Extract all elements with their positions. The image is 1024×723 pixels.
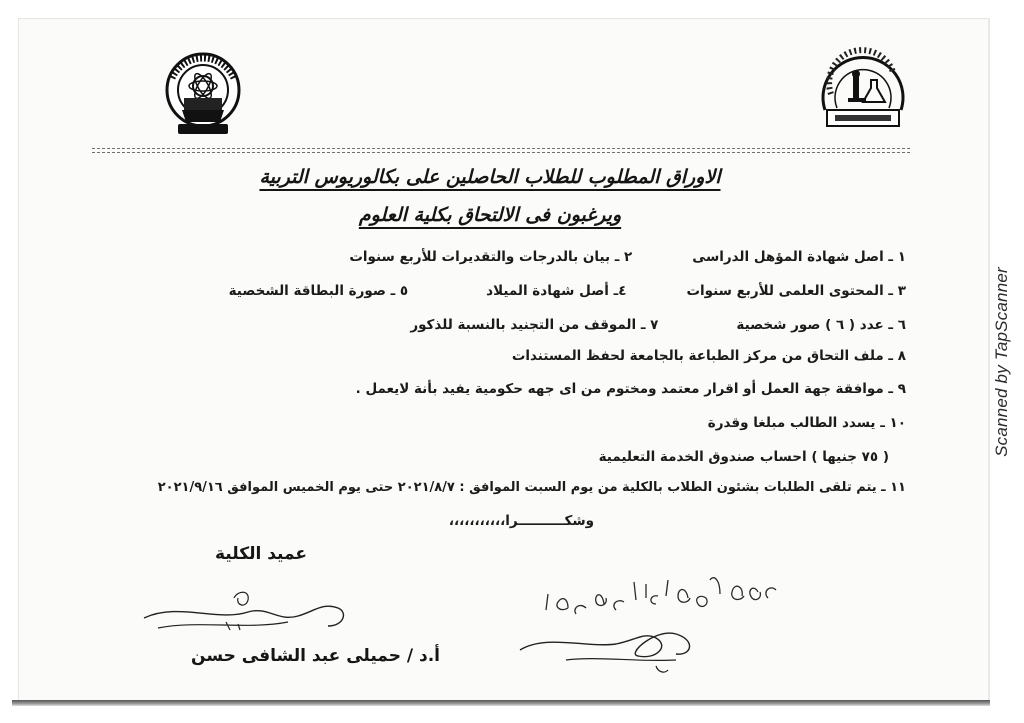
requirement-row-11: ١١ ـ يتم تلقى الطلبات بشئون الطلاب بالكلية من يوم السبت الموافق : ٢٠٢١/٨/٧ حتى يوم الخميس الموافق ٢٠٢١/٩/١٦	[157, 480, 906, 495]
requirement-row-3: ٦ ـ عدد ( ٦ ) صور شخصية٧ ـ الموقف من التجنيد بالنسبة للذكور	[410, 317, 906, 333]
requirement-row-1: ١ ـ اصل شهادة المؤهل الدراسى٢ ـ بيان بالدرجات والتقديرات للأربع سنوات	[349, 249, 906, 265]
requirement-row-2: ٣ ـ المحتوى العلمى للأربع سنوات٤ـ أصل شهادة الميلاد٥ ـ صورة البطاقة الشخصية	[228, 283, 906, 299]
page-bottom-shadow	[12, 700, 990, 706]
separator-line	[92, 152, 910, 153]
university-logo	[162, 52, 244, 142]
dean-signature	[138, 582, 358, 642]
requirement-row-9: ٩ ـ موافقة جهة العمل أو اقرار معتمد ومختوم من اى جهه حكومية يفيد بأنة لايعمل .	[355, 381, 906, 397]
scanner-watermark: Scanned by TapScanner	[992, 266, 1012, 457]
requirement-row-10: ١٠ ـ يسدد الطالب مبلغا وقدرة	[707, 415, 906, 431]
handwritten-note	[506, 568, 796, 678]
thanks-line: وشكــــــــــرا،،،،،،،،،،،	[448, 513, 594, 529]
document-title: الاوراق المطلوب للطلاب الحاصلين على بكالوريوس التربية	[259, 166, 721, 188]
faculty-logo	[815, 44, 911, 136]
requirement-row-8: ٨ ـ ملف التحاق من مركز الطباعة بالجامعة لحفظ المستندات	[511, 348, 906, 364]
dean-title: عميد الكلية	[215, 544, 307, 564]
document-subtitle: ويرغبون فى الالتحاق بكلية العلوم	[358, 204, 622, 226]
requirement-row-10-amount: ( ٧٥ جنيها ) احساب صندوق الخدمة التعليمية	[598, 449, 889, 465]
dean-name: أ.د / حميلى عبد الشافى حسن	[191, 646, 440, 666]
separator-line	[92, 148, 910, 149]
